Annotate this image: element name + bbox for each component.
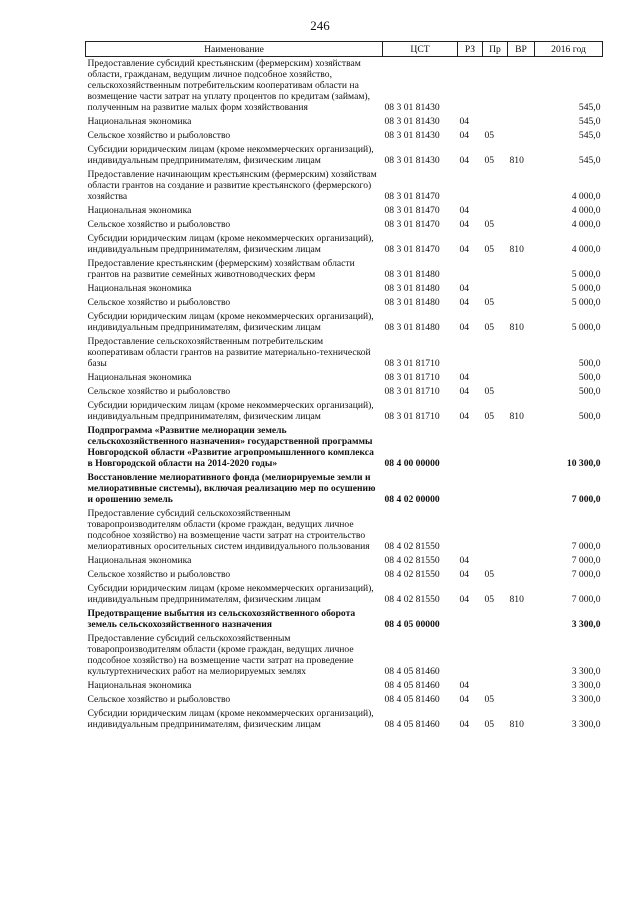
row-rz-code bbox=[458, 168, 483, 204]
header-name: Наименование bbox=[86, 42, 383, 57]
table-row bbox=[86, 385, 603, 399]
row-cst-code: 08 4 02 00000 bbox=[384, 494, 440, 505]
row-rz-code: 04 bbox=[459, 386, 470, 397]
row-pr-code bbox=[483, 471, 508, 507]
row-pr-code bbox=[483, 115, 508, 129]
row-vr-code bbox=[508, 168, 535, 204]
row-vr-code bbox=[508, 57, 535, 116]
row-pr-code bbox=[483, 371, 508, 385]
row-cst-code: 08 3 01 81430 bbox=[384, 155, 440, 166]
row-name: Предоставление сельскохозяйственным потребительским кооперативам области грантов на развитие материально-технической базы bbox=[87, 336, 371, 369]
row-rz-code: 04 bbox=[459, 283, 470, 294]
row-amount: 500,0 bbox=[578, 411, 601, 422]
row-name: Национальная экономика bbox=[87, 283, 192, 294]
row-cst-code: 08 3 01 81470 bbox=[384, 219, 440, 230]
row-amount: 500,0 bbox=[578, 372, 601, 383]
row-rz-code: 04 bbox=[459, 130, 470, 141]
row-vr-code bbox=[508, 554, 535, 568]
table-row bbox=[86, 568, 603, 582]
row-rz-code: 04 bbox=[459, 116, 470, 127]
row-vr-code bbox=[508, 507, 535, 554]
table-row bbox=[86, 129, 603, 143]
row-rz-code: 04 bbox=[459, 205, 470, 216]
row-amount: 545,0 bbox=[578, 116, 601, 127]
table-row bbox=[86, 204, 603, 218]
table-row bbox=[86, 168, 603, 204]
table-row bbox=[86, 257, 603, 282]
row-name: Сельское хозяйство и рыболовство bbox=[87, 297, 231, 308]
row-vr-code bbox=[508, 204, 535, 218]
row-pr-code: 05 bbox=[484, 155, 495, 166]
row-amount: 3 300,0 bbox=[571, 619, 601, 630]
table-row bbox=[86, 507, 603, 554]
row-rz-code bbox=[458, 632, 483, 679]
row-pr-code: 05 bbox=[484, 322, 495, 333]
row-name: Субсидии юридическим лицам (кроме некоммерческих организаций), индивидуальным предпринимателям, физическим лицам bbox=[87, 708, 374, 730]
table-row bbox=[86, 218, 603, 232]
row-name: Предоставление субсидий сельскохозяйственным товаропроизводителям области (кроме граждан, ведущих личное подсобное хозяйство) на возмещение части затрат на строительство мелиоративных оросительных систем индивидуального пользования bbox=[87, 508, 370, 552]
row-name: Сельское хозяйство и рыболовство bbox=[87, 386, 231, 397]
row-cst-code: 08 3 01 81470 bbox=[384, 191, 440, 202]
table-row bbox=[86, 335, 603, 371]
row-name: Национальная экономика bbox=[87, 555, 192, 566]
row-pr-code: 05 bbox=[484, 411, 495, 422]
row-name: Субсидии юридическим лицам (кроме некоммерческих организаций), индивидуальным предпринимателям, физическим лицам bbox=[87, 583, 374, 605]
row-pr-code bbox=[483, 679, 508, 693]
row-cst-code: 08 4 05 81460 bbox=[384, 666, 440, 677]
row-amount: 5 000,0 bbox=[571, 283, 601, 294]
row-cst-code: 08 4 02 81550 bbox=[384, 541, 440, 552]
row-cst-code: 08 4 05 81460 bbox=[384, 680, 440, 691]
row-pr-code: 05 bbox=[484, 386, 495, 397]
row-rz-code: 04 bbox=[459, 694, 470, 705]
row-vr-code: 810 bbox=[509, 411, 524, 422]
table-row bbox=[86, 296, 603, 310]
header-rz: РЗ bbox=[458, 42, 483, 57]
row-amount: 4 000,0 bbox=[571, 219, 601, 230]
row-pr-code bbox=[483, 424, 508, 471]
row-pr-code bbox=[483, 335, 508, 371]
row-pr-code bbox=[483, 632, 508, 679]
row-cst-code: 08 4 05 00000 bbox=[384, 619, 440, 630]
row-name: Сельское хозяйство и рыболовство bbox=[87, 694, 231, 705]
row-cst-code: 08 3 01 81480 bbox=[384, 283, 440, 294]
row-rz-code: 04 bbox=[459, 155, 470, 166]
row-rz-code: 04 bbox=[459, 680, 470, 691]
header-year: 2016 год bbox=[535, 42, 603, 57]
row-rz-code bbox=[458, 257, 483, 282]
row-pr-code bbox=[483, 282, 508, 296]
row-amount: 7 000,0 bbox=[571, 594, 601, 605]
row-rz-code: 04 bbox=[459, 411, 470, 422]
page-number: 246 bbox=[310, 18, 330, 33]
table-row bbox=[86, 632, 603, 679]
row-cst-code: 08 3 01 81470 bbox=[384, 244, 440, 255]
table-header-row bbox=[86, 42, 603, 57]
row-cst-code: 08 4 00 00000 bbox=[384, 458, 440, 469]
row-rz-code: 04 bbox=[459, 594, 470, 605]
row-amount: 5 000,0 bbox=[571, 297, 601, 308]
row-vr-code bbox=[508, 568, 535, 582]
row-amount: 545,0 bbox=[578, 155, 601, 166]
table-row bbox=[86, 371, 603, 385]
table-row bbox=[86, 57, 603, 116]
row-pr-code: 05 bbox=[484, 219, 495, 230]
table-row bbox=[86, 554, 603, 568]
row-rz-code bbox=[458, 607, 483, 632]
row-amount: 5 000,0 bbox=[571, 269, 601, 280]
table-row bbox=[86, 707, 603, 732]
row-rz-code: 04 bbox=[459, 297, 470, 308]
row-vr-code bbox=[508, 335, 535, 371]
table-row bbox=[86, 310, 603, 335]
row-vr-code: 810 bbox=[509, 322, 524, 333]
row-cst-code: 08 3 01 81710 bbox=[384, 372, 440, 383]
row-cst-code: 08 3 01 81430 bbox=[384, 102, 440, 113]
row-cst-code: 08 3 01 81480 bbox=[384, 297, 440, 308]
table-row bbox=[86, 424, 603, 471]
row-vr-code bbox=[508, 679, 535, 693]
row-amount: 500,0 bbox=[578, 358, 601, 369]
budget-table bbox=[85, 41, 603, 732]
row-name: Предоставление субсидий крестьянским (фермерским) хозяйствам области, гражданам, ведущим личное подсобное хозяйство, сельскохозяйственным потребительским кооперативам области на возмещение части затрат на уплату процентов по кредитам (займам), полученным на развитие малых форм хозяйствования bbox=[87, 58, 370, 113]
row-name: Предоставление крестьянским (фермерским) хозяйствам области грантов на развитие семейных животноводческих ферм bbox=[87, 258, 355, 280]
row-name: Субсидии юридическим лицам (кроме некоммерческих организаций), индивидуальным предпринимателям, физическим лицам bbox=[87, 233, 374, 255]
row-pr-code bbox=[483, 168, 508, 204]
row-vr-code bbox=[508, 385, 535, 399]
row-cst-code: 08 4 05 81460 bbox=[384, 719, 440, 730]
row-amount: 3 300,0 bbox=[571, 680, 601, 691]
row-vr-code bbox=[508, 471, 535, 507]
row-pr-code bbox=[483, 204, 508, 218]
row-rz-code: 04 bbox=[459, 244, 470, 255]
row-name: Сельское хозяйство и рыболовство bbox=[87, 130, 231, 141]
row-name: Восстановление мелиоративного фонда (мелиорируемые земли и мелиоративные системы), включая реализацию мер по осушению и орошению земель bbox=[87, 472, 376, 505]
row-vr-code bbox=[508, 693, 535, 707]
table-row bbox=[86, 399, 603, 424]
row-name: Подпрограмма «Развитие мелиорации земель сельскохозяйственного назначения» государственной программы Новгородской области «Развитие агропромышленного комплекса в Новгородской области на 2014-2020 годы» bbox=[87, 425, 374, 469]
row-rz-code: 04 bbox=[459, 322, 470, 333]
row-cst-code: 08 3 01 81710 bbox=[384, 386, 440, 397]
row-vr-code: 810 bbox=[509, 594, 524, 605]
row-vr-code bbox=[508, 424, 535, 471]
row-pr-code: 05 bbox=[484, 594, 495, 605]
table-row bbox=[86, 582, 603, 607]
row-amount: 3 300,0 bbox=[571, 694, 601, 705]
row-rz-code: 04 bbox=[459, 555, 470, 566]
row-cst-code: 08 3 01 81480 bbox=[384, 322, 440, 333]
row-cst-code: 08 3 01 81480 bbox=[384, 269, 440, 280]
row-pr-code: 05 bbox=[484, 569, 495, 580]
row-rz-code bbox=[458, 424, 483, 471]
row-amount: 3 300,0 bbox=[571, 666, 601, 677]
header-pr: Пр bbox=[483, 42, 508, 57]
row-amount: 500,0 bbox=[578, 386, 601, 397]
row-rz-code: 04 bbox=[459, 569, 470, 580]
row-pr-code bbox=[483, 57, 508, 116]
row-vr-code bbox=[508, 129, 535, 143]
row-amount: 4 000,0 bbox=[571, 191, 601, 202]
row-pr-code: 05 bbox=[484, 130, 495, 141]
row-cst-code: 08 3 01 81430 bbox=[384, 116, 440, 127]
row-pr-code: 05 bbox=[484, 719, 495, 730]
row-cst-code: 08 4 02 81550 bbox=[384, 569, 440, 580]
table-row bbox=[86, 282, 603, 296]
row-rz-code bbox=[458, 507, 483, 554]
row-pr-code: 05 bbox=[484, 244, 495, 255]
row-amount: 4 000,0 bbox=[571, 205, 601, 216]
row-cst-code: 08 3 01 81470 bbox=[384, 205, 440, 216]
row-vr-code bbox=[508, 115, 535, 129]
row-name: Сельское хозяйство и рыболовство bbox=[87, 219, 231, 230]
row-rz-code: 04 bbox=[459, 219, 470, 230]
row-amount: 5 000,0 bbox=[571, 322, 601, 333]
row-vr-code: 810 bbox=[509, 719, 524, 730]
row-name: Субсидии юридическим лицам (кроме некоммерческих организаций), индивидуальным предпринимателям, физическим лицам bbox=[87, 144, 374, 166]
row-amount: 545,0 bbox=[578, 130, 601, 141]
table-row bbox=[86, 607, 603, 632]
row-amount: 545,0 bbox=[578, 102, 601, 113]
row-amount: 7 000,0 bbox=[571, 541, 601, 552]
header-vr: ВР bbox=[508, 42, 535, 57]
row-cst-code: 08 4 02 81550 bbox=[384, 555, 440, 566]
row-amount: 7 000,0 bbox=[571, 569, 601, 580]
row-pr-code bbox=[483, 507, 508, 554]
row-rz-code bbox=[458, 471, 483, 507]
row-pr-code bbox=[483, 607, 508, 632]
row-rz-code: 04 bbox=[459, 372, 470, 383]
row-pr-code: 05 bbox=[484, 297, 495, 308]
table-row bbox=[86, 232, 603, 257]
row-cst-code: 08 4 02 81550 bbox=[384, 594, 440, 605]
row-cst-code: 08 3 01 81710 bbox=[384, 358, 440, 369]
row-name: Национальная экономика bbox=[87, 372, 192, 383]
table-row bbox=[86, 693, 603, 707]
row-rz-code: 04 bbox=[459, 719, 470, 730]
row-name: Предоставление субсидий сельскохозяйственным товаропроизводителям области (кроме граждан, ведущих личное подсобное хозяйство) на возмещение части затрат на проведение культуртехнических работ на мелиорируемых землях bbox=[87, 633, 354, 677]
table-row bbox=[86, 679, 603, 693]
table-row bbox=[86, 471, 603, 507]
row-vr-code: 810 bbox=[509, 244, 524, 255]
row-name: Субсидии юридическим лицам (кроме некоммерческих организаций), индивидуальным предпринимателям, физическим лицам bbox=[87, 311, 374, 333]
row-vr-code bbox=[508, 257, 535, 282]
row-vr-code bbox=[508, 632, 535, 679]
row-vr-code: 810 bbox=[509, 155, 524, 166]
row-vr-code bbox=[508, 607, 535, 632]
row-vr-code bbox=[508, 296, 535, 310]
row-name: Национальная экономика bbox=[87, 205, 192, 216]
row-cst-code: 08 4 05 81460 bbox=[384, 694, 440, 705]
row-cst-code: 08 3 01 81710 bbox=[384, 411, 440, 422]
row-amount: 10 300,0 bbox=[566, 458, 601, 469]
table-row bbox=[86, 143, 603, 168]
row-pr-code: 05 bbox=[484, 694, 495, 705]
row-vr-code bbox=[508, 218, 535, 232]
row-name: Субсидии юридическим лицам (кроме некоммерческих организаций), индивидуальным предпринимателям, физическим лицам bbox=[87, 400, 374, 422]
table-row bbox=[86, 115, 603, 129]
row-amount: 4 000,0 bbox=[571, 244, 601, 255]
row-name: Национальная экономика bbox=[87, 116, 192, 127]
row-cst-code: 08 3 01 81430 bbox=[384, 130, 440, 141]
row-pr-code bbox=[483, 554, 508, 568]
row-name: Предоставление начинающим крестьянским (фермерским) хозяйствам области грантов на создание и развитие крестьянского (фермерского) хозяйства bbox=[87, 169, 377, 202]
table-body bbox=[86, 57, 603, 733]
row-name: Предотвращение выбытия из сельскохозяйственного оборота земель сельскохозяйственного назначения bbox=[87, 608, 356, 630]
row-amount: 3 300,0 bbox=[571, 719, 601, 730]
row-pr-code bbox=[483, 257, 508, 282]
row-rz-code bbox=[458, 57, 483, 116]
row-name: Сельское хозяйство и рыболовство bbox=[87, 569, 231, 580]
row-vr-code bbox=[508, 371, 535, 385]
row-amount: 7 000,0 bbox=[571, 555, 601, 566]
row-amount: 7 000,0 bbox=[571, 494, 601, 505]
row-name: Национальная экономика bbox=[87, 680, 192, 691]
header-cst: ЦСТ bbox=[383, 42, 458, 57]
row-vr-code bbox=[508, 282, 535, 296]
row-rz-code bbox=[458, 335, 483, 371]
